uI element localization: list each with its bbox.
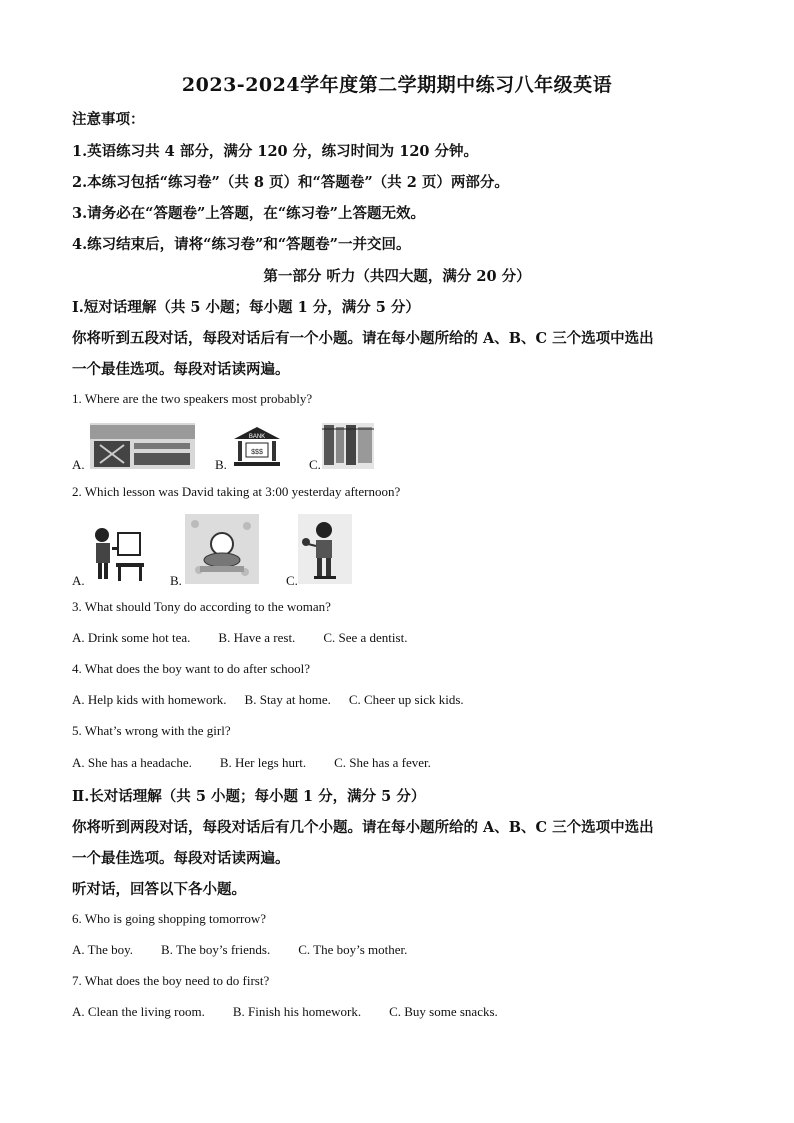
q1-option-a-label: A. bbox=[72, 457, 85, 472]
bank-image bbox=[232, 425, 282, 469]
question-5-options bbox=[72, 755, 459, 771]
clothing-store-image bbox=[322, 423, 374, 469]
question-3: 3. What should Tony do according to the woman? bbox=[72, 599, 331, 614]
question-3-options bbox=[72, 630, 435, 646]
q2-option-a-label: A. bbox=[72, 573, 85, 588]
bank-money-text: $$$ bbox=[251, 449, 263, 456]
q3-option-b: B. Have a rest. bbox=[218, 630, 296, 645]
notice-item-1: 1.英语练习共 4 部分，满分 120 分，练习时间为 120 分钟。 bbox=[72, 143, 479, 160]
q2-option-c-label: C. bbox=[286, 573, 298, 588]
part1-heading: 第一部分 听力（共四大题，满分 20 分） bbox=[263, 268, 531, 285]
post-office-image bbox=[90, 423, 195, 469]
painting-lesson-image bbox=[88, 523, 146, 583]
section1-instruction-1: 你将听到五段对话，每段对话后有一个小题。请在每小题所给的 A、B、C 三个选项中选出 bbox=[72, 330, 654, 347]
ping-pong-lesson-image bbox=[298, 514, 352, 584]
notice-item-2: 2.本练习包括“练习卷”（共 8 页）和“答题卷”（共 2 页）两部分。 bbox=[72, 174, 509, 191]
question-7: 7. What does the boy need to do first? bbox=[72, 973, 270, 988]
q7-option-a: A. Clean the living room. bbox=[72, 1004, 205, 1019]
section1-instruction-2: 一个最佳选项。每段对话读两遍。 bbox=[72, 361, 290, 378]
q5-option-b: B. Her legs hurt. bbox=[219, 755, 307, 770]
q3-option-a: A. Drink some hot tea. bbox=[72, 630, 191, 645]
q3-option-c: C. See a dentist. bbox=[323, 630, 408, 645]
question-7-options bbox=[72, 1004, 526, 1020]
q5-option-a: A. She has a headache. bbox=[72, 755, 192, 770]
q7-option-c: C. Buy some snacks. bbox=[389, 1004, 498, 1019]
question-5: 5. What’s wrong with the girl? bbox=[72, 723, 231, 738]
section2-instruction-1: 你将听到两段对话，每段对话后有几个小题。请在每小题所给的 A、B、C 三个选项中选出 bbox=[72, 819, 654, 836]
section1-heading: Ⅰ.短对话理解（共 5 小题；每小题 1 分，满分 5 分） bbox=[72, 299, 420, 316]
q1-option-c-label: C. bbox=[309, 457, 321, 472]
notice-heading: 注意事项： bbox=[72, 111, 145, 128]
q4-option-b: B. Stay at home. bbox=[244, 692, 331, 707]
q4-option-c: C. Cheer up sick kids. bbox=[348, 692, 464, 707]
swimming-lesson-image bbox=[185, 514, 259, 584]
page-title: 2023-2024学年度第二学期期中练习八年级英语 bbox=[181, 74, 613, 96]
q7-option-b: B. Finish his homework. bbox=[232, 1004, 362, 1019]
q6-option-c: C. The boy’s mother. bbox=[298, 942, 408, 957]
section2-instruction-3: 听对话，回答以下各小题。 bbox=[72, 881, 246, 898]
question-6: 6. Who is going shopping tomorrow? bbox=[72, 911, 267, 926]
q4-option-a: A. Help kids with homework. bbox=[72, 692, 227, 707]
q6-option-b: B. The boy’s friends. bbox=[161, 942, 271, 957]
section2-instruction-2: 一个最佳选项。每段对话读两遍。 bbox=[72, 850, 290, 867]
question-2: 2. Which lesson was David taking at 3:00 yesterday afternoon? bbox=[72, 484, 401, 499]
q1-option-b-label: B. bbox=[215, 457, 227, 472]
q2-option-b-label: B. bbox=[170, 573, 182, 588]
question-6-options bbox=[72, 942, 435, 958]
notice-item-3: 3.请务必在“答题卷”上答题，在“练习卷”上答题无效。 bbox=[72, 205, 425, 222]
q5-option-c: C. She has a fever. bbox=[334, 755, 431, 770]
question-4: 4. What does the boy want to do after school? bbox=[72, 661, 311, 676]
q6-option-a: A. The boy. bbox=[72, 942, 134, 957]
section2-heading: Ⅱ.长对话理解（共 5 小题；每小题 1 分，满分 5 分） bbox=[72, 788, 426, 805]
notice-item-4: 4.练习结束后，请将“练习卷”和“答题卷”一并交回。 bbox=[72, 236, 411, 253]
question-1: 1. Where are the two speakers most probably? bbox=[72, 391, 313, 406]
question-4-options bbox=[72, 692, 492, 708]
bank-sign-text: BANK bbox=[248, 434, 266, 440]
